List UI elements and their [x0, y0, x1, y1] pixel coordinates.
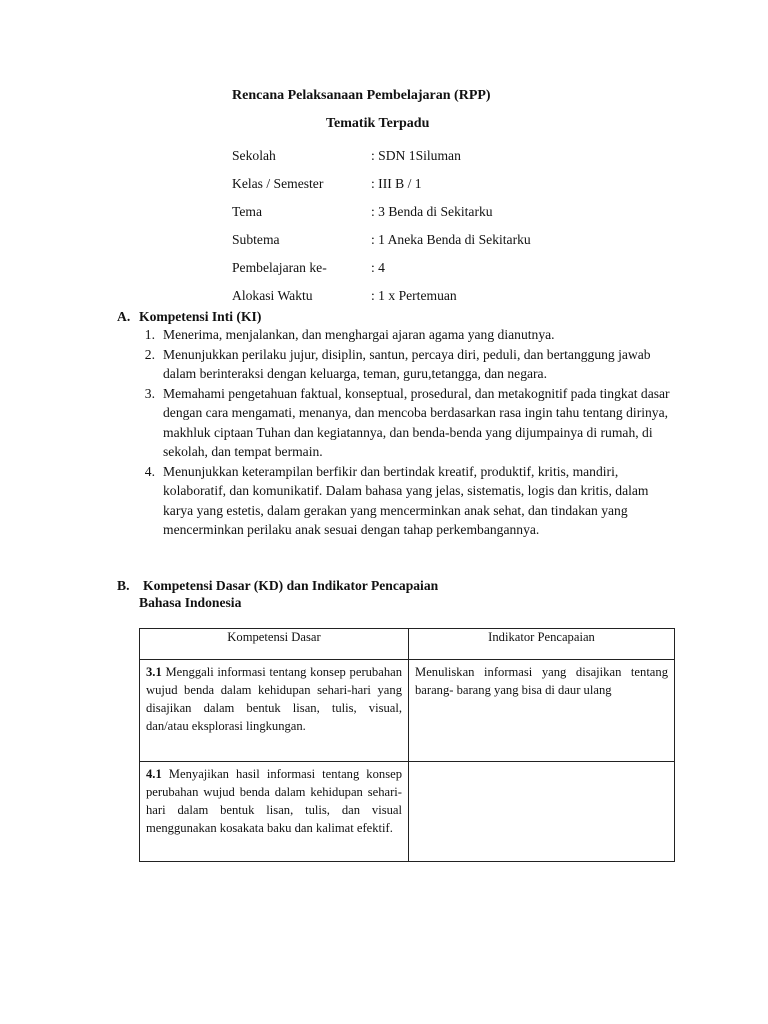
kd-cell [140, 660, 409, 762]
section-heading [117, 309, 687, 325]
meta-label: Pembelajaran ke- [232, 260, 327, 275]
section-kompetensi-inti [117, 309, 687, 540]
section-kompetensi-dasar [117, 578, 687, 611]
table-row [140, 660, 675, 762]
section-letter: A. [117, 309, 131, 324]
meta-row-pembelajaran [232, 254, 652, 282]
kd-text: Menggali informasi tentang konsep perubahan wujud benda dalam kehidupan sehari-hari yang disajikan dalam bentuk lisan, tulis, visual, dan/atau eksplorasi lingkungan. [146, 665, 402, 733]
list-number: 1. [144, 327, 155, 342]
meta-label: Sekolah [232, 148, 276, 163]
meta-value: : SDN 1Siluman [371, 148, 461, 163]
list-number: 2. [144, 346, 155, 362]
meta-label: Kelas / Semester [232, 176, 324, 191]
kd-text: Menyajikan hasil informasi tentang konsep perubahan wujud benda dalam kehidupan sehari-hari dalam bentuk lisan, tulis, dan visual menggunakan kosakata baku dan kalimat efektif. [146, 767, 402, 835]
list-item [117, 345, 687, 384]
kd-indicator-table [139, 628, 675, 862]
ki-list [117, 325, 687, 540]
column-header-kd: Kompetensi Dasar [140, 629, 409, 660]
meta-row-subtema [232, 226, 652, 254]
meta-label: Subtema [232, 232, 280, 247]
meta-value: : III B / 1 [371, 176, 422, 191]
table-row [140, 762, 675, 862]
list-text: Menerima, menjalankan, dan menghargai ajaran agama yang dianutnya. [163, 327, 555, 342]
list-item [117, 325, 687, 345]
list-number: 4. [144, 463, 155, 479]
meta-row-alokasi [232, 282, 652, 310]
section-title: Kompetensi Dasar (KD) dan Indikator Pencapaian [143, 578, 439, 593]
subject-title: Bahasa Indonesia [139, 595, 242, 610]
indicator-cell [409, 762, 675, 862]
identity-block [232, 142, 652, 310]
kd-number: 3.1 [146, 665, 162, 679]
list-number: 3. [144, 385, 155, 401]
list-item [117, 384, 687, 462]
meta-label: Tema [232, 204, 262, 219]
meta-label: Alokasi Waktu [232, 288, 313, 303]
document-title: Rencana Pelaksanaan Pembelajaran (RPP) [232, 88, 491, 103]
table-header-row [140, 629, 675, 660]
section-heading [117, 578, 687, 594]
meta-row-sekolah [232, 142, 652, 170]
list-text: Memahami pengetahuan faktual, konseptual, prosedural, dan metakognitif pada tingkat dasar dengan cara mengamati, menanya, dan mencoba berdasarkan rasa ingin tahu tentang dirinya, makhluk ciptaan Tuhan dan kegiatannya, dan benda-benda yang dijumpainya di rumah, di sekolah, dan tempat bermain. [163, 385, 670, 459]
section-title: Kompetensi Inti (KI) [139, 309, 262, 324]
meta-value: : 1 x Pertemuan [371, 288, 457, 303]
meta-value: : 4 [371, 260, 385, 275]
column-header-indicator: Indikator Pencapaian [409, 629, 675, 660]
document-subtitle: Tematik Terpadu [326, 116, 430, 131]
list-text: Menunjukkan perilaku jujur, disiplin, santun, percaya diri, peduli, dan bertanggung jawab dalam berinteraksi dengan keluarga, teman, guru,tetangga, dan negara. [163, 346, 651, 381]
list-item [117, 462, 687, 540]
meta-value: : 3 Benda di Sekitarku [371, 204, 493, 219]
list-text: Menunjukkan keterampilan berfikir dan bertindak kreatif, produktif, kritis, mandiri, kolaboratif, dan komunikatif. Dalam bahasa yang jelas, sistematis, logis dan kritis, dalam karya yang estetis, dalam gerakan yang mencerminkan anak sehat, dan tindakan yang mencerminkan perilaku anak sesuai dengan tahap perkembangannya. [163, 463, 649, 537]
indicator-cell: Menuliskan informasi yang disajikan tentang barang- barang yang bisa di daur ulang [409, 660, 675, 762]
kd-number: 4.1 [146, 767, 162, 781]
section-letter: B. [117, 578, 130, 593]
meta-row-tema [232, 198, 652, 226]
meta-value: : 1 Aneka Benda di Sekitarku [371, 232, 531, 247]
kd-cell [140, 762, 409, 862]
meta-row-kelas [232, 170, 652, 198]
